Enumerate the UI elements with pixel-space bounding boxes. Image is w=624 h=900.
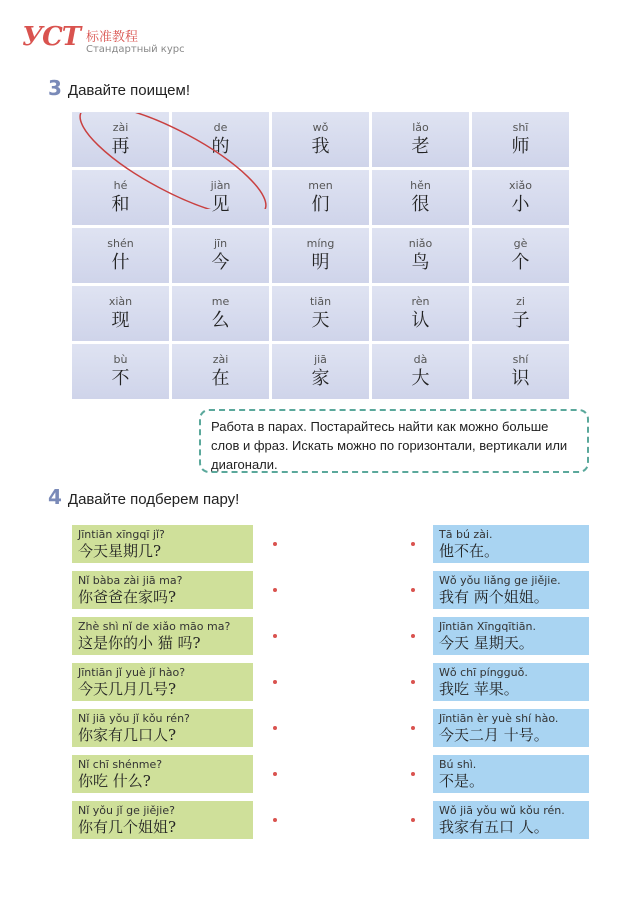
pinyin: dà	[413, 352, 428, 366]
pinyin: tiān	[309, 294, 332, 308]
question-dot[interactable]	[273, 772, 277, 776]
card-pinyin: Nǐ bàba zài jiā ma?	[78, 573, 183, 587]
course-title-ru: Стандартный курс	[86, 44, 185, 55]
answer-card[interactable]	[433, 755, 589, 793]
question-dot[interactable]	[273, 680, 277, 684]
grid-cell[interactable]	[372, 112, 469, 167]
grid-cell[interactable]	[472, 286, 569, 341]
grid-cell[interactable]	[72, 344, 169, 399]
card-hanzi: 今天星期几?	[78, 541, 162, 560]
pair-work-tip: Работа в парах. Постарайтесь найти как можно больше слов и фраз. Искать можно по горизонтали, вертикали или диагонали.	[199, 409, 589, 473]
answer-dot[interactable]	[411, 726, 415, 730]
hanzi: 和	[111, 193, 130, 215]
course-title-cn: 标准教程	[86, 30, 139, 45]
answer-card[interactable]	[433, 801, 589, 839]
hanzi: 再	[111, 135, 130, 157]
grid-cell[interactable]	[272, 228, 369, 283]
hanzi: 现	[111, 309, 130, 331]
pinyin: lǎo	[412, 120, 429, 134]
hanzi: 不	[111, 367, 130, 389]
grid-cell[interactable]	[72, 286, 169, 341]
section-4-number: 4	[48, 485, 62, 509]
hanzi: 在	[211, 367, 230, 389]
question-card[interactable]	[72, 801, 253, 839]
pinyin: bù	[113, 352, 128, 366]
section-3-number: 3	[48, 76, 62, 100]
pinyin: de	[213, 120, 228, 134]
grid-cell[interactable]	[72, 170, 169, 225]
hanzi: 我	[311, 135, 330, 157]
card-hanzi: 你有几个姐姐?	[78, 817, 177, 836]
question-dot[interactable]	[273, 588, 277, 592]
card-pinyin: Tā bú zài.	[439, 527, 493, 541]
pinyin: zi	[516, 294, 525, 308]
hanzi: 家	[311, 367, 330, 389]
answer-card[interactable]	[433, 663, 589, 701]
hanzi: 见	[211, 193, 230, 215]
card-pinyin: Nǐ jiā yǒu jǐ kǒu rén?	[78, 711, 190, 725]
question-dot[interactable]	[273, 818, 277, 822]
card-hanzi: 我吃 苹果。	[439, 679, 519, 698]
grid-cell[interactable]	[272, 286, 369, 341]
grid-cell[interactable]	[472, 344, 569, 399]
hanzi: 大	[411, 367, 430, 389]
hanzi: 什	[111, 251, 130, 273]
pinyin: xiàn	[108, 294, 133, 308]
answer-dot[interactable]	[411, 634, 415, 638]
grid-cell[interactable]	[172, 112, 269, 167]
card-pinyin: Zhè shì nǐ de xiǎo māo ma?	[78, 619, 231, 633]
card-pinyin: Nǐ yǒu jǐ ge jiějie?	[78, 803, 175, 817]
hanzi: 天	[311, 309, 330, 331]
grid-cell[interactable]	[272, 170, 369, 225]
pinyin: míng	[306, 236, 335, 250]
grid-cell[interactable]	[72, 228, 169, 283]
pinyin: hé	[113, 178, 128, 192]
card-pinyin: Jīntiān xīngqī jǐ?	[78, 527, 165, 541]
grid-cell[interactable]	[172, 344, 269, 399]
card-hanzi: 我有 两个姐姐。	[439, 587, 549, 606]
grid-cell[interactable]	[172, 170, 269, 225]
pinyin: shén	[107, 236, 134, 250]
hanzi: 小	[511, 193, 530, 215]
grid-cell[interactable]	[472, 228, 569, 283]
question-card[interactable]	[72, 709, 253, 747]
card-pinyin: Wǒ yǒu liǎng ge jiějie.	[439, 573, 561, 587]
question-card[interactable]	[72, 755, 253, 793]
hanzi: 识	[511, 367, 530, 389]
answer-dot[interactable]	[411, 542, 415, 546]
pinyin: jiàn	[210, 178, 231, 192]
grid-cell[interactable]	[172, 228, 269, 283]
card-hanzi: 这是你的小 猫 吗?	[78, 633, 201, 652]
pinyin: gè	[513, 236, 528, 250]
card-pinyin: Nǐ chī shénme?	[78, 757, 163, 771]
card-pinyin: Jīntiān jǐ yuè jǐ hào?	[78, 665, 186, 679]
pinyin: shí	[512, 352, 529, 366]
hanzi: 个	[511, 251, 530, 273]
grid-cell[interactable]	[372, 170, 469, 225]
hanzi: 么	[211, 309, 230, 331]
card-pinyin: Jīntiān Xīngqītiān.	[439, 619, 537, 633]
pinyin: jīn	[213, 236, 228, 250]
card-hanzi: 我家有五口 人。	[439, 817, 549, 836]
question-card[interactable]	[72, 617, 253, 655]
answer-dot[interactable]	[411, 680, 415, 684]
hanzi: 师	[511, 135, 530, 157]
hanzi: 认	[411, 309, 430, 331]
section-3-title: Давайте поищем!	[67, 82, 190, 99]
card-hanzi: 你爸爸在家吗?	[78, 587, 177, 606]
pinyin: zài	[212, 352, 229, 366]
card-hanzi: 他不在。	[439, 541, 500, 560]
pinyin: niǎo	[408, 236, 433, 250]
hanzi: 老	[411, 135, 430, 157]
answers-column	[433, 525, 589, 847]
card-hanzi: 今天几月几号?	[78, 679, 177, 698]
character-grid	[72, 112, 569, 399]
logo: УСТ	[22, 22, 81, 52]
section-4-title: Давайте подберем пару!	[67, 491, 240, 508]
hanzi: 今	[211, 251, 230, 273]
card-hanzi: 你吃 什么?	[78, 771, 151, 790]
hanzi: 子	[511, 309, 530, 331]
question-card[interactable]	[72, 525, 253, 563]
pinyin: hěn	[410, 178, 431, 192]
grid-cell[interactable]	[172, 286, 269, 341]
card-hanzi: 你家有几口人?	[78, 725, 177, 744]
card-hanzi: 今天二月 十号。	[439, 725, 549, 744]
pinyin: jiā	[314, 352, 327, 366]
hanzi: 鸟	[411, 251, 430, 273]
question-card[interactable]	[72, 663, 253, 701]
pinyin: zài	[112, 120, 129, 134]
question-dot[interactable]	[273, 726, 277, 730]
question-card[interactable]	[72, 571, 253, 609]
section-4-heading	[48, 485, 239, 509]
pinyin: me	[211, 294, 230, 308]
question-dot[interactable]	[273, 542, 277, 546]
card-pinyin: Jīntiān èr yuè shí hào.	[439, 711, 559, 725]
answer-dot[interactable]	[411, 818, 415, 822]
hanzi: 明	[311, 251, 330, 273]
card-pinyin: Wǒ chī píngguǒ.	[439, 665, 528, 679]
grid-cell[interactable]	[472, 170, 569, 225]
answer-dot[interactable]	[411, 588, 415, 592]
grid-cell[interactable]	[272, 344, 369, 399]
pinyin: xiǎo	[508, 178, 533, 192]
card-hanzi: 今天 星期天。	[439, 633, 534, 652]
pinyin: men	[308, 178, 333, 192]
grid-cell[interactable]	[372, 344, 469, 399]
hanzi: 的	[211, 135, 230, 157]
question-dot[interactable]	[273, 634, 277, 638]
card-pinyin: Wǒ jiā yǒu wǔ kǒu rén.	[439, 803, 565, 817]
answer-card[interactable]	[433, 525, 589, 563]
grid-cell[interactable]	[372, 228, 469, 283]
answer-card[interactable]	[433, 617, 589, 655]
card-hanzi: 不是。	[439, 771, 485, 790]
grid-cell[interactable]	[72, 112, 169, 167]
section-3-heading	[48, 76, 190, 100]
questions-column	[72, 525, 253, 847]
hanzi: 很	[411, 193, 430, 215]
pinyin: rèn	[411, 294, 430, 308]
answer-dot[interactable]	[411, 772, 415, 776]
card-pinyin: Bú shì.	[439, 757, 477, 771]
grid-cell[interactable]	[472, 112, 569, 167]
hanzi: 们	[311, 193, 330, 215]
answer-card[interactable]	[433, 709, 589, 747]
grid-cell[interactable]	[272, 112, 369, 167]
pinyin: shī	[512, 120, 529, 134]
pinyin: wǒ	[312, 120, 329, 134]
answer-card[interactable]	[433, 571, 589, 609]
grid-cell[interactable]	[372, 286, 469, 341]
